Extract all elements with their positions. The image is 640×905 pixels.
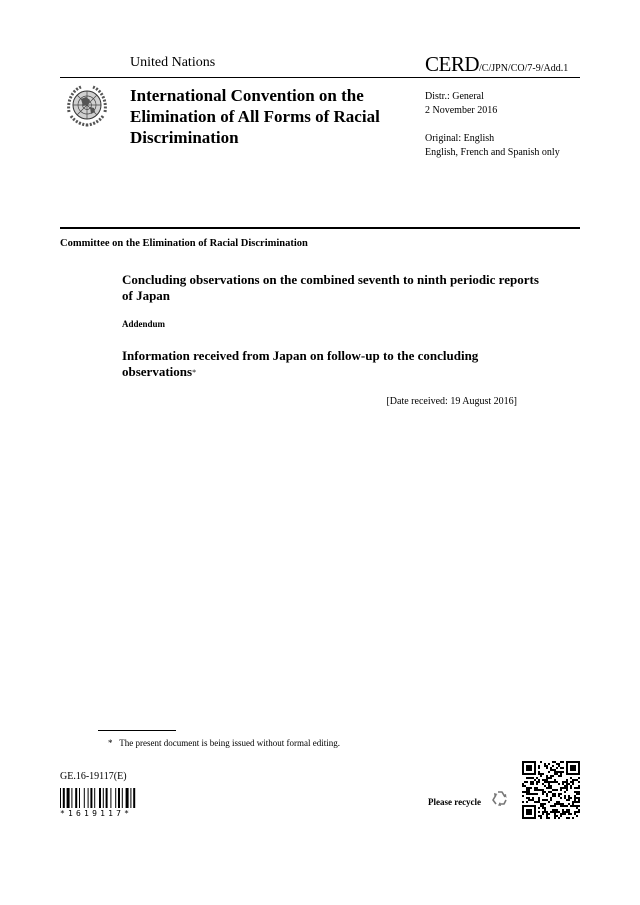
symbol-suffix: /C/JPN/CO/7-9/Add.1	[479, 63, 569, 74]
addendum-label: Addendum	[122, 319, 166, 329]
document-title: Concluding observations on the combined seventh to ninth periodic reports of Japan	[122, 272, 539, 303]
footnote-marker: *	[108, 738, 113, 748]
committee-name: Committee on the Elimination of Racial Discrimination	[60, 238, 308, 249]
document-metadata	[425, 90, 560, 160]
document-symbol	[425, 52, 568, 77]
footnote-ref: *	[192, 368, 197, 377]
job-number: GE.16-19117(E)	[60, 771, 127, 782]
barcode-text: *1619117*	[60, 809, 133, 818]
convention-title: International Convention on the Elimination of All Forms of Racial Discrimination	[130, 86, 380, 147]
footnote	[108, 738, 340, 748]
issue-date: 2 November 2016	[425, 105, 498, 116]
date-received: [Date received: 19 August 2016]	[386, 396, 517, 407]
original-language: Original: English	[425, 133, 495, 144]
qr-code-icon	[522, 761, 580, 819]
languages: English, French and Spanish only	[425, 147, 560, 158]
header-rule	[60, 77, 580, 78]
symbol-main: CERD	[425, 52, 480, 76]
recycle-label: Please recycle	[428, 797, 482, 807]
distribution: Distr.: General	[425, 91, 484, 102]
thick-rule	[60, 227, 580, 229]
footnote-rule	[98, 730, 176, 731]
subtitle-text: Information received from Japan on follow-up to the concluding observations	[122, 348, 479, 379]
footnote-text: The present document is being issued without formal editing.	[119, 738, 340, 748]
document-subtitle	[122, 348, 542, 381]
un-emblem-icon	[63, 82, 111, 130]
org-name: United Nations	[130, 55, 216, 70]
barcode-icon	[60, 788, 152, 808]
recycle-icon	[490, 789, 510, 809]
